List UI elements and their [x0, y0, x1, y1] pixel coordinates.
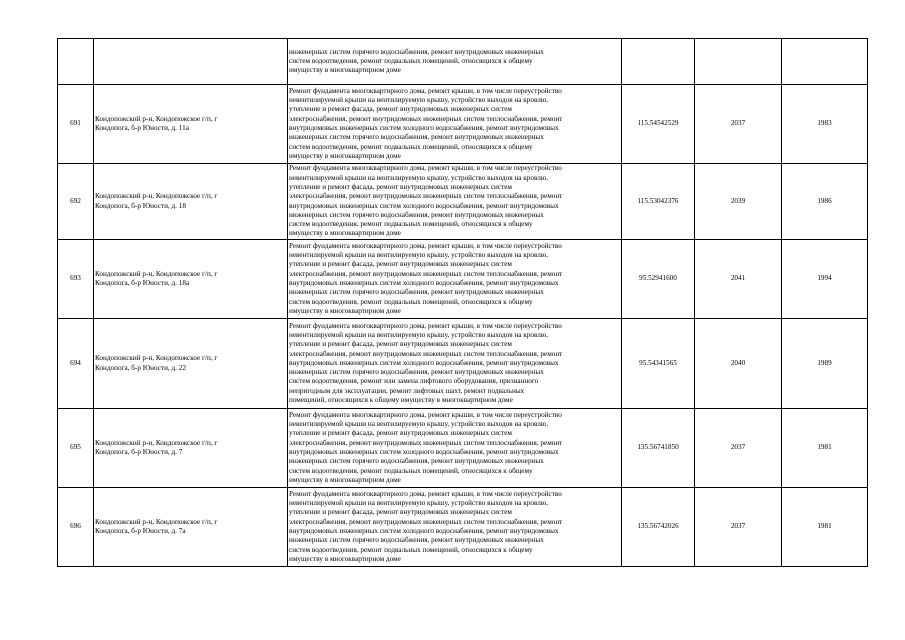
works-line: инженерных систем горячего водоснабжения, ремонт внутридомовых инженерных — [289, 288, 544, 297]
cell-works — [288, 409, 622, 488]
table-row — [58, 488, 868, 567]
works-line: инженерных систем горячего водоснабжения, ремонт внутридомовых инженерных — [289, 133, 544, 142]
works-line: утепление и ремонт фасада, ремонт внутридомовых инженерных систем — [289, 508, 512, 517]
works-line: электроснабжения, ремонт внутридомовых инженерных систем теплоснабжения, ремонт — [289, 269, 563, 278]
table-row — [58, 164, 868, 240]
works-line: помещений, относящихся к общему имуществу в многоквартирном доме — [289, 396, 513, 405]
cell-address — [94, 164, 288, 240]
works-line: утепление и ремонт фасада, ремонт внутридомовых инженерных систем — [289, 340, 512, 349]
cell-address — [94, 85, 288, 164]
works-line: инженерных систем горячего водоснабжения, ремонт внутридомовых инженерных — [289, 210, 544, 219]
works-line: невентилируемой крыши на вентилируемую крышу, устройство выходов на кровлю, — [289, 173, 549, 182]
works-line: невентилируемой крыши на вентилируемую крышу, устройство выходов на кровлю, — [289, 420, 549, 429]
cell-plan-year — [695, 39, 782, 85]
works-line: внутридомовых инженерных систем холодного водоснабжения, ремонт внутридомовых — [289, 448, 559, 456]
cell-built-year: 1986 — [782, 164, 868, 240]
cell-cost: 115.53042376 — [622, 164, 695, 240]
works-line: систем водоотведения, ремонт или замена лифтового оборудования, признанного — [289, 377, 539, 386]
cell-works — [288, 319, 622, 409]
address-line: Кондопожский р-н, Кондопожское г/п, г — [95, 192, 218, 201]
repair-program-table — [57, 38, 868, 567]
cell-number: 694 — [58, 319, 94, 409]
cell-built-year: 1981 — [782, 488, 868, 567]
works-line: Ремонт фундамента многоквартирного дома, ремонт крыши, в том числе переустройство — [289, 86, 562, 95]
address-line: Кондопожский р-н, Кондопожское г/п, г — [95, 438, 218, 447]
works-line: систем водоотведения, ремонт подвальных помещений, относящихся к общему — [289, 142, 533, 151]
cell-works — [288, 488, 622, 567]
cell-built-year: 1983 — [782, 85, 868, 164]
cell-built-year: 1989 — [782, 319, 868, 409]
table-body — [58, 39, 868, 567]
cell-cost: 115.54542529 — [622, 85, 695, 164]
address-line: Кондопожский р-н, Кондопожское г/п, г — [95, 354, 218, 363]
cell-cost — [622, 39, 695, 85]
cell-address — [94, 39, 288, 85]
works-line: имуществу в многоквартирном доме — [289, 554, 401, 563]
works-line: имуществу в многоквартирном доме — [289, 229, 401, 238]
cell-plan-year: 2039 — [695, 164, 782, 240]
address-line: Кондопога, б-р Юности, д. 22 — [95, 363, 186, 372]
works-line: невентилируемой крыши на вентилируемую крышу, устройство выходов на кровлю, — [289, 251, 549, 260]
table-row — [58, 319, 868, 409]
address-line: Кондопога, б-р Юности, д. 7 — [95, 448, 183, 456]
works-line: имуществу в многоквартирном доме — [289, 66, 401, 75]
cell-plan-year: 2037 — [695, 85, 782, 164]
works-line: утепление и ремонт фасада, ремонт внутридомовых инженерных систем — [289, 260, 512, 269]
cell-address — [94, 240, 288, 319]
works-line: Ремонт фундамента многоквартирного дома, ремонт крыши, в том числе переустройство — [289, 241, 562, 250]
cell-number: 696 — [58, 488, 94, 567]
works-line: имуществу в многоквартирном доме — [289, 306, 401, 315]
cell-address — [94, 409, 288, 488]
works-line: Ремонт фундамента многоквартирного дома, ремонт крыши, в том числе переустройство — [289, 321, 562, 330]
table-row — [58, 240, 868, 319]
cell-built-year: 1994 — [782, 240, 868, 319]
address-line: Кондопожский р-н, Кондопожское г/п, г — [95, 517, 218, 526]
works-line: электроснабжения, ремонт внутридомовых инженерных систем теплоснабжения, ремонт — [289, 192, 563, 201]
works-line: электроснабжения, ремонт внутридомовых инженерных систем теплоснабжения, ремонт — [289, 114, 563, 123]
address-line: Кондопога, б-р Юности, д. 18а — [95, 279, 190, 287]
cell-cost: 95.52941600 — [622, 240, 695, 319]
works-line: Ремонт фундамента многоквартирного дома, ремонт крыши, в том числе переустройство — [289, 489, 562, 498]
works-line: невентилируемой крыши на вентилируемую крышу, устройство выходов на кровлю, — [289, 330, 549, 339]
works-line: внутридомовых инженерных систем холодного водоснабжения, ремонт внутридомовых — [289, 358, 559, 367]
table-row — [58, 85, 868, 164]
cell-plan-year: 2037 — [695, 488, 782, 567]
table-row-continued — [58, 39, 868, 85]
table-row — [58, 409, 868, 488]
works-line: имуществу в многоквартирном доме — [289, 151, 401, 160]
works-line: внутридомовых инженерных систем холодного водоснабжения, ремонт внутридомовых — [289, 279, 559, 287]
works-line: внутридомовых инженерных систем холодного водоснабжения, ремонт внутридомовых — [289, 201, 559, 210]
works-line: невентилируемой крыши на вентилируемую крышу, устройство выходов на кровлю, — [289, 96, 549, 105]
cell-cost: 135.56742026 — [622, 488, 695, 567]
works-line: систем водоотведения, ремонт подвальных помещений, относящихся к общему — [289, 56, 533, 65]
works-line: утепление и ремонт фасада, ремонт внутридомовых инженерных систем — [289, 429, 512, 438]
address-line: Кондопожский р-н, Кондопожское г/п, г — [95, 269, 218, 278]
works-line: электроснабжения, ремонт внутридомовых инженерных систем теплоснабжения, ремонт — [289, 349, 563, 358]
cell-plan-year: 2037 — [695, 409, 782, 488]
cell-number — [58, 39, 94, 85]
works-line: систем водоотведения, ремонт подвальных помещений, относящихся к общему — [289, 466, 533, 475]
cell-works — [288, 164, 622, 240]
cell-plan-year: 2040 — [695, 319, 782, 409]
cell-works — [288, 85, 622, 164]
cell-address — [94, 488, 288, 567]
works-line: инженерных систем горячего водоснабжения, ремонт внутридомовых инженерных — [289, 536, 544, 545]
works-line: электроснабжения, ремонт внутридомовых инженерных систем теплоснабжения, ремонт — [289, 438, 563, 447]
works-line: внутридомовых инженерных систем холодного водоснабжения, ремонт внутридомовых — [289, 527, 559, 535]
works-line: внутридомовых инженерных систем холодного водоснабжения, ремонт внутридомовых — [289, 124, 559, 132]
works-line: инженерных систем горячего водоснабжения, ремонт внутридомовых инженерных — [289, 368, 544, 377]
works-line: систем водоотведения, ремонт подвальных помещений, относящихся к общему — [289, 545, 533, 554]
works-line: электроснабжения, ремонт внутридомовых инженерных систем теплоснабжения, ремонт — [289, 517, 563, 526]
cell-built-year — [782, 39, 868, 85]
works-line: Ремонт фундамента многоквартирного дома, ремонт крыши, в том числе переустройство — [289, 164, 562, 173]
cell-works — [288, 240, 622, 319]
cell-address — [94, 319, 288, 409]
works-line: утепление и ремонт фасада, ремонт внутридомовых инженерных систем — [289, 182, 512, 191]
works-line: непригодным для эксплуатации, ремонт лифтовых шахт, ремонт подвальных — [289, 386, 525, 395]
works-line: инженерных систем горячего водоснабжения, ремонт внутридомовых инженерных — [289, 457, 544, 466]
address-line: Кондопога, б-р Юности, д. 11а — [95, 124, 189, 132]
address-line: Кондопога, б-р Юности, д. 7а — [95, 527, 186, 535]
works-line: Ремонт фундамента многоквартирного дома, ремонт крыши, в том числе переустройство — [289, 410, 562, 419]
works-line: имуществу в многоквартирном доме — [289, 475, 401, 484]
cell-plan-year: 2041 — [695, 240, 782, 319]
address-line: Кондопожский р-н, Кондопожское г/п, г — [95, 114, 218, 123]
works-line: систем водоотведения, ремонт подвальных помещений, относящихся к общему — [289, 220, 533, 229]
works-line: систем водоотведения, ремонт подвальных помещений, относящихся к общему — [289, 297, 533, 306]
cell-cost: 95.54341565 — [622, 319, 695, 409]
cell-number: 692 — [58, 164, 94, 240]
cell-number: 693 — [58, 240, 94, 319]
cell-number: 691 — [58, 85, 94, 164]
cell-cost: 135.56741850 — [622, 409, 695, 488]
address-line: Кондопога, б-р Юности, д. 18 — [95, 201, 186, 210]
cell-number: 695 — [58, 409, 94, 488]
works-line: инженерных систем горячего водоснабжения, ремонт внутридомовых инженерных — [289, 47, 544, 56]
cell-works — [288, 39, 622, 85]
works-line: невентилируемой крыши на вентилируемую крышу, устройство выходов на кровлю, — [289, 499, 549, 508]
cell-built-year: 1981 — [782, 409, 868, 488]
works-line: утепление и ремонт фасада, ремонт внутридомовых инженерных систем — [289, 105, 512, 114]
